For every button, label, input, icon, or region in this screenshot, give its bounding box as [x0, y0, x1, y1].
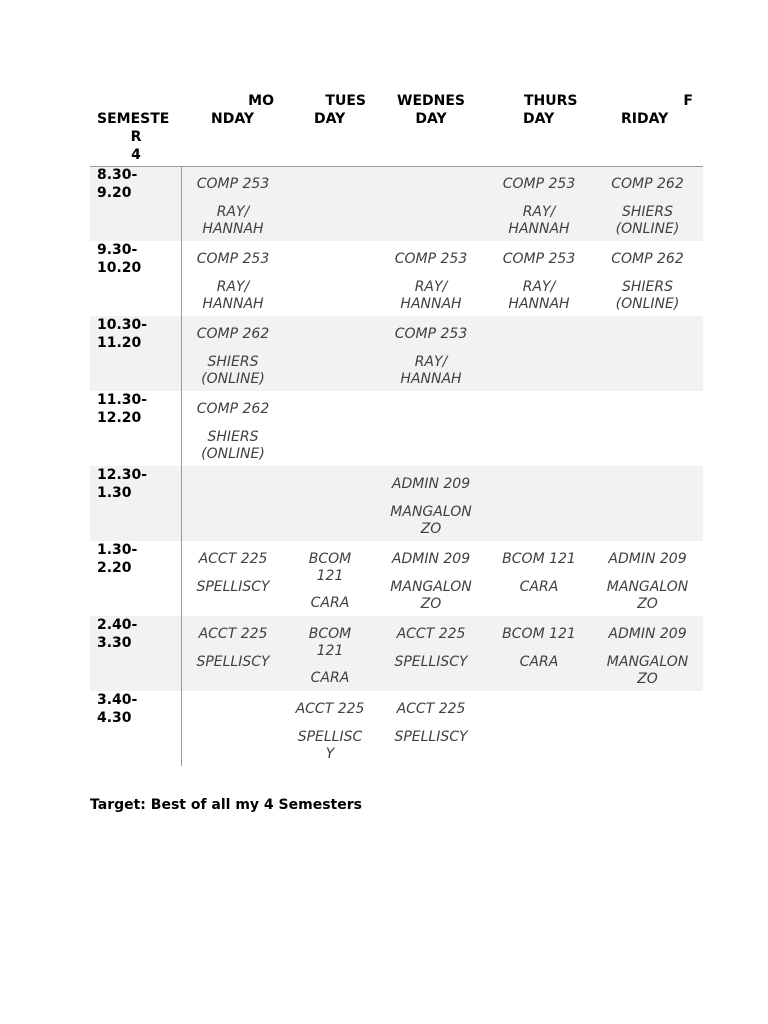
cell-tuesday	[284, 251, 376, 262]
cell-thursday	[486, 251, 592, 313]
instructor-name: MANGALON ZO	[390, 579, 472, 612]
header-semester-line2: R	[130, 129, 142, 145]
instructor-name: CARA	[519, 654, 559, 670]
cell-friday	[592, 701, 703, 712]
cell-thursday	[486, 476, 592, 487]
course-code: BCOM 121	[502, 551, 576, 567]
cell-thursday	[486, 626, 592, 671]
course-code: ADMIN 209	[608, 551, 687, 567]
course-code: ACCT 225	[396, 701, 466, 717]
header-friday-line2: RIDAY	[621, 111, 669, 127]
course-code: COMP 262	[611, 176, 684, 192]
instructor-name: SPELLISCY	[196, 579, 270, 595]
course-code: ADMIN 209	[608, 626, 687, 642]
header-wednesday-line2: DAY	[415, 111, 447, 127]
instructor-name: CARA	[310, 670, 350, 686]
time-slot: 12.30- 1.30	[97, 467, 148, 501]
instructor-name: RAY/ HANNAH	[508, 204, 570, 237]
target-note: Target: Best of all my 4 Semesters	[90, 797, 362, 813]
cell-wednesday	[376, 326, 486, 388]
header-semester	[97, 92, 182, 166]
cell-thursday	[486, 551, 592, 596]
course-code: ADMIN 209	[391, 476, 471, 492]
header-tuesday	[284, 92, 376, 166]
cell-tuesday	[284, 401, 376, 412]
cell-friday	[592, 326, 703, 337]
course-code: ACCT 225	[198, 626, 268, 642]
course-code: COMP 262	[196, 401, 270, 417]
header-thursday	[486, 92, 592, 166]
cell-friday	[592, 401, 703, 412]
cell-wednesday	[376, 476, 486, 538]
instructor-name: MANGALON ZO	[390, 504, 472, 537]
cell-wednesday	[376, 176, 486, 187]
course-code: ACCT 225	[198, 551, 268, 567]
cell-tuesday	[284, 626, 376, 687]
instructor-name: CARA	[519, 579, 559, 595]
course-code: ADMIN 209	[391, 551, 471, 567]
instructor-name: SPELLISCY	[196, 654, 270, 670]
cell-tuesday	[284, 326, 376, 337]
cell-wednesday	[376, 551, 486, 613]
course-code: COMP 262	[196, 326, 270, 342]
course-code: BCOM 121	[502, 626, 576, 642]
time-slot: 9.30- 10.20	[97, 242, 142, 276]
header-friday-line1: F	[683, 93, 693, 109]
cell-monday	[182, 251, 284, 313]
time-slot: 10.30- 11.20	[97, 317, 148, 351]
time-slot: 2.40- 3.30	[97, 617, 138, 651]
time-slot: 11.30- 12.20	[97, 392, 148, 426]
course-code: COMP 262	[611, 251, 684, 267]
header-monday	[182, 92, 284, 166]
instructor-name: RAY/ HANNAH	[202, 279, 264, 312]
header-tuesday-line1: TUES	[325, 93, 366, 109]
time-column-divider	[181, 166, 182, 766]
instructor-name: SHIERS (ONLINE)	[201, 429, 265, 462]
header-wednesday	[376, 92, 486, 166]
cell-friday	[592, 476, 703, 487]
cell-friday	[592, 176, 703, 238]
course-code: BCOM 121	[308, 626, 352, 659]
cell-monday	[182, 401, 284, 463]
course-code: BCOM 121	[308, 551, 352, 584]
cell-thursday	[486, 326, 592, 337]
cell-monday	[182, 176, 284, 238]
course-code: ACCT 225	[396, 626, 466, 642]
instructor-name: SPELLISCY	[394, 729, 468, 745]
instructor-name: MANGALON ZO	[606, 654, 689, 687]
header-wednesday-line1: WEDNES	[397, 93, 465, 109]
header-semester-line1: SEMESTE	[97, 111, 170, 127]
header-thursday-line2: DAY	[523, 111, 555, 127]
header-tuesday-line2: DAY	[314, 111, 346, 127]
cell-thursday	[486, 401, 592, 412]
course-code: COMP 253	[502, 176, 576, 192]
instructor-name: RAY/ HANNAH	[202, 204, 264, 237]
instructor-name: SHIERS (ONLINE)	[201, 354, 265, 387]
cell-friday	[592, 251, 703, 313]
course-code: COMP 253	[394, 251, 468, 267]
cell-tuesday	[284, 551, 376, 612]
cell-tuesday	[284, 176, 376, 187]
time-slot: 8.30- 9.20	[97, 167, 138, 201]
instructor-name: RAY/ HANNAH	[508, 279, 570, 312]
cell-wednesday	[376, 626, 486, 671]
cell-wednesday	[376, 251, 486, 313]
course-code: COMP 253	[502, 251, 576, 267]
cell-wednesday	[376, 701, 486, 746]
header-monday-line2: NDAY	[211, 111, 254, 127]
cell-tuesday	[284, 701, 376, 763]
header-monday-line1: MO	[248, 93, 274, 109]
instructor-name: RAY/ HANNAH	[400, 354, 462, 387]
instructor-name: SHIERS (ONLINE)	[615, 279, 680, 312]
header-thursday-line1: THURS	[524, 93, 578, 109]
course-code: ACCT 225	[295, 701, 365, 717]
header-friday	[592, 92, 703, 166]
cell-wednesday	[376, 401, 486, 412]
cell-monday	[182, 551, 284, 596]
instructor-name: SPELLISC Y	[297, 729, 363, 762]
course-code: COMP 253	[196, 251, 270, 267]
cell-friday	[592, 626, 703, 688]
instructor-name: SHIERS (ONLINE)	[615, 204, 680, 237]
instructor-name: RAY/ HANNAH	[400, 279, 462, 312]
time-slot: 3.40- 4.30	[97, 692, 138, 726]
cell-tuesday	[284, 476, 376, 487]
course-code: COMP 253	[394, 326, 468, 342]
instructor-name: CARA	[310, 595, 350, 611]
cell-monday	[182, 626, 284, 671]
cell-friday	[592, 551, 703, 613]
cell-monday	[182, 701, 284, 712]
cell-monday	[182, 326, 284, 388]
cell-monday	[182, 476, 284, 487]
time-slot: 1.30- 2.20	[97, 542, 138, 576]
course-code: COMP 253	[196, 176, 270, 192]
instructor-name: SPELLISCY	[394, 654, 468, 670]
header-semester-line3: 4	[131, 147, 141, 163]
instructor-name: MANGALON ZO	[606, 579, 689, 612]
cell-thursday	[486, 701, 592, 712]
cell-thursday	[486, 176, 592, 238]
